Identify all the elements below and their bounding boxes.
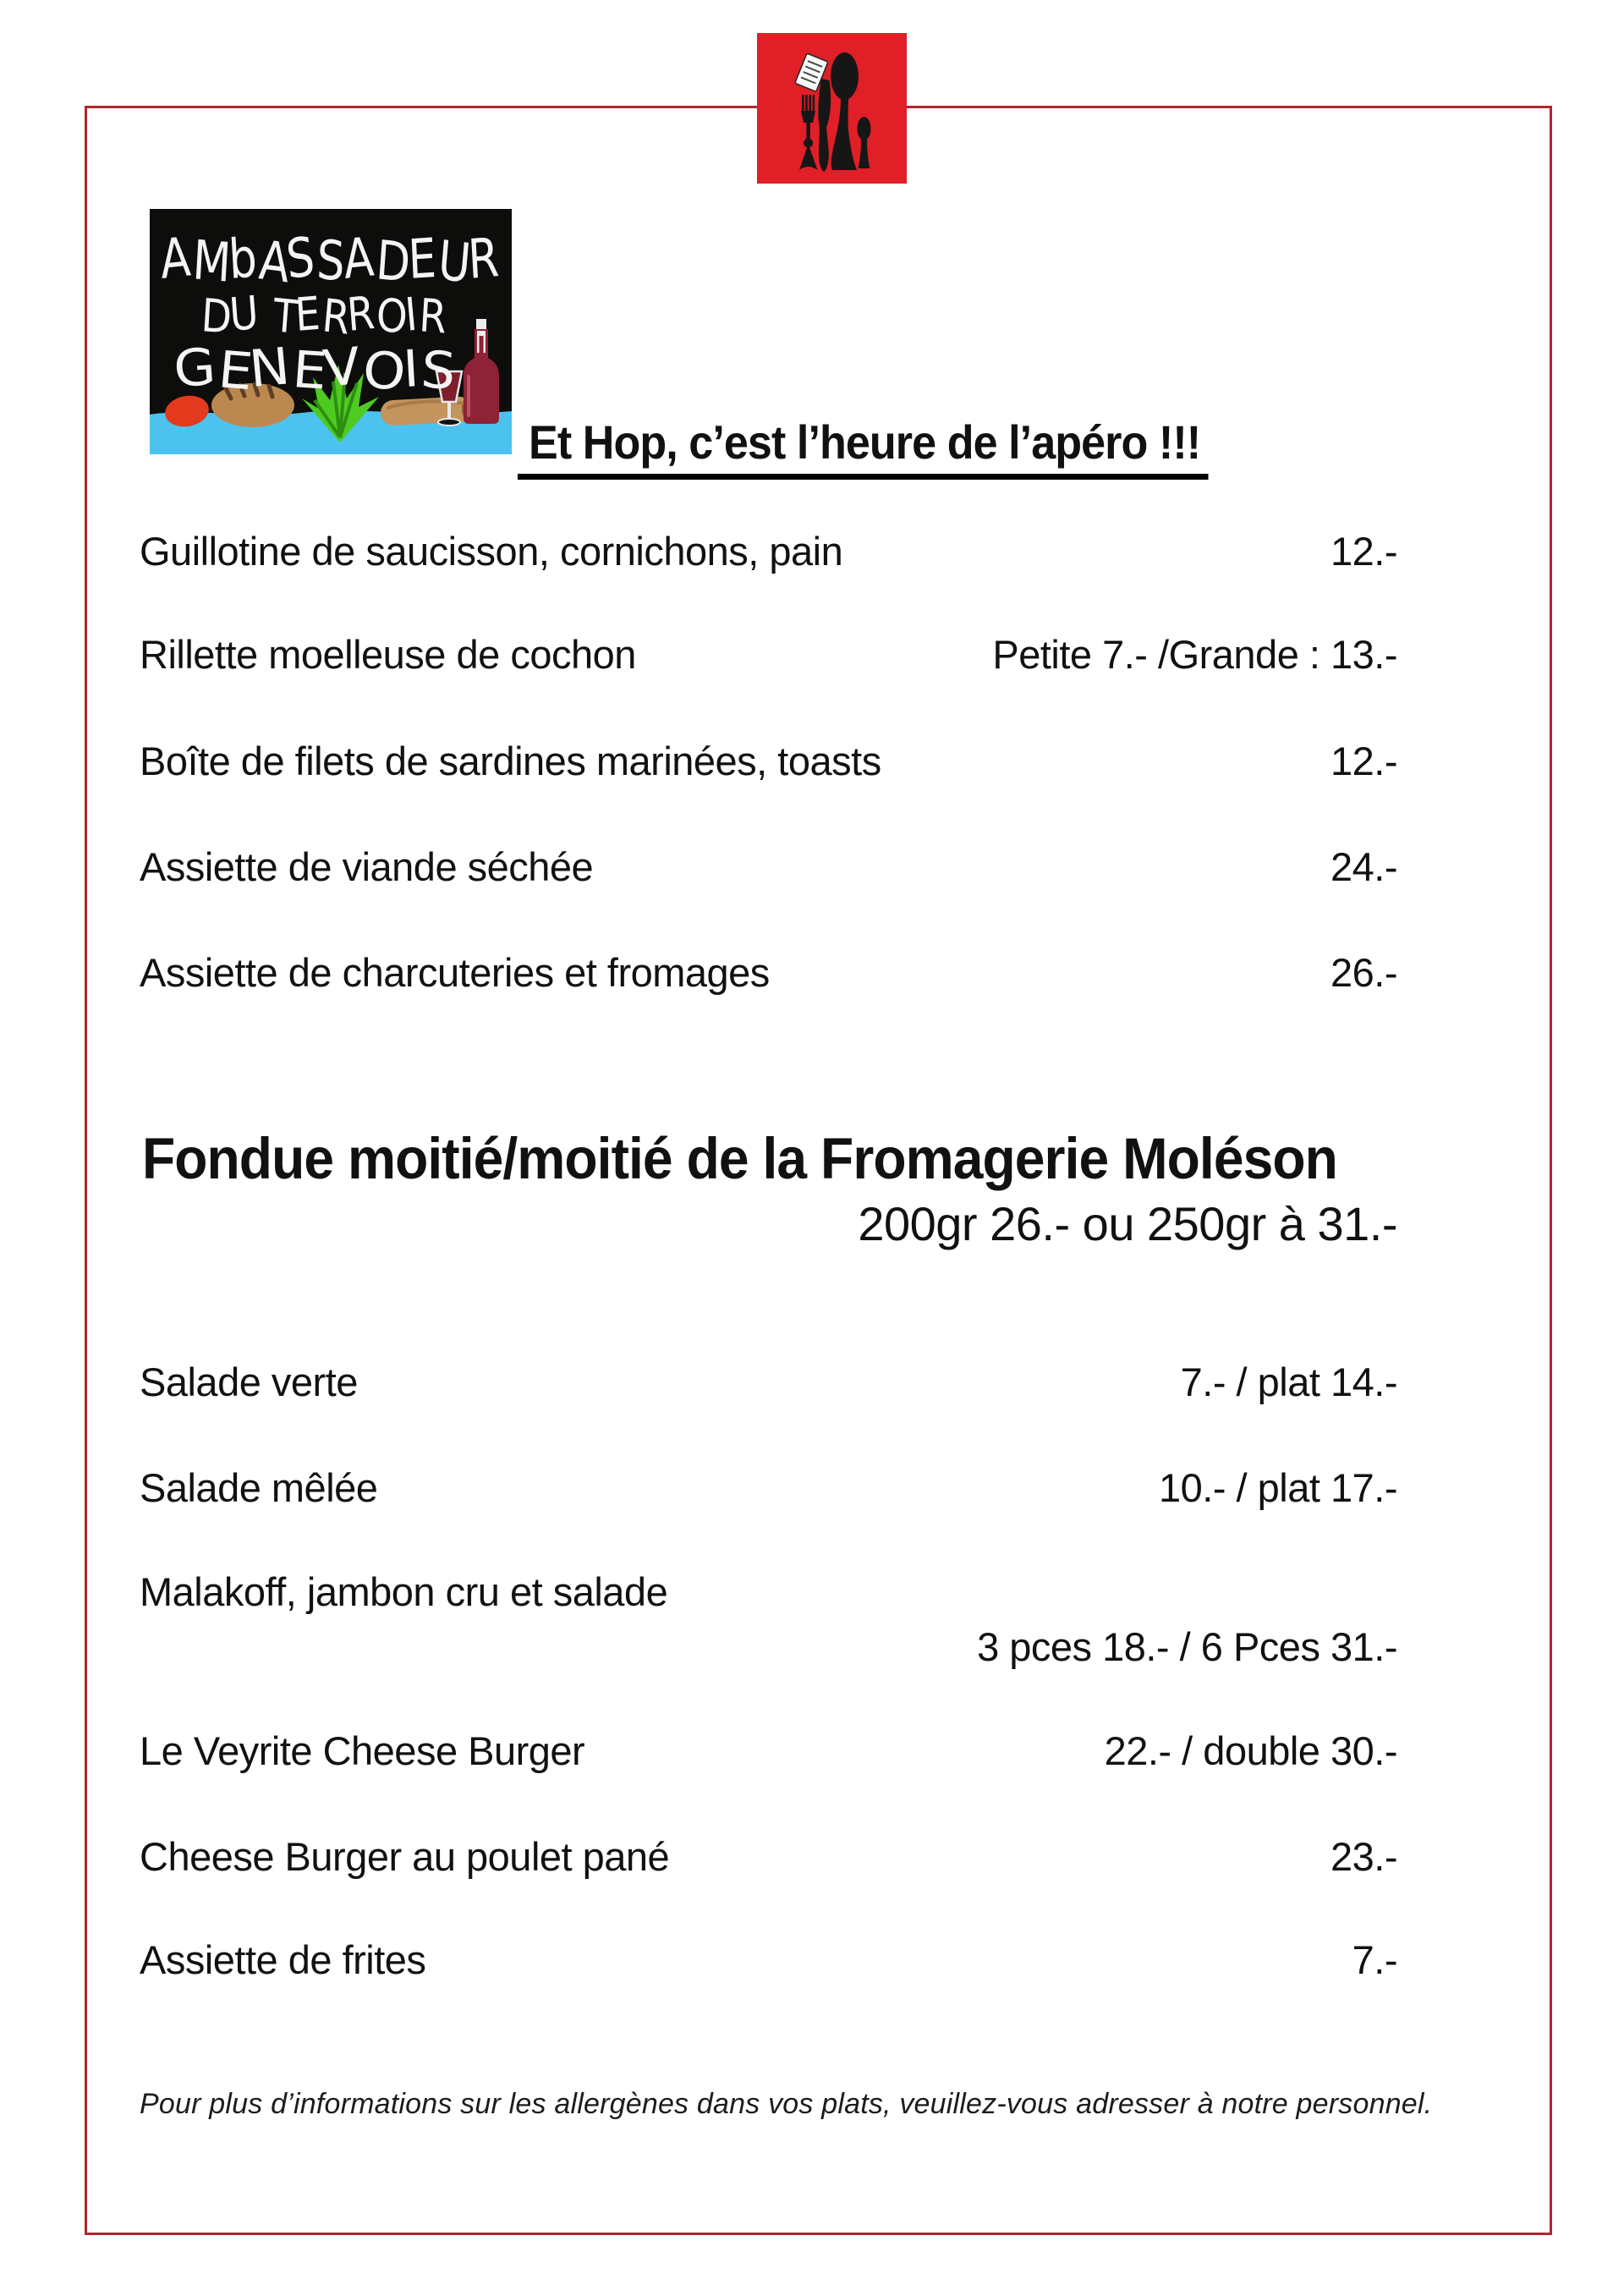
terroir-genevois-logo	[145, 206, 516, 459]
spoon-icon	[831, 52, 859, 170]
menu-row	[140, 949, 1397, 997]
logo-line1: AMbASSADEUR	[156, 226, 508, 296]
item-label: Le Veyrite Cheese Burger	[140, 1728, 585, 1773]
item-label: Assiette de frites	[140, 1937, 426, 1982]
fondue-section-subtitle: 200gr 26.- ou 250gr à 31.-	[858, 1197, 1397, 1250]
menu-row	[140, 1568, 1397, 1616]
menu-row	[140, 1359, 1397, 1406]
item-price: 26.-	[1330, 950, 1397, 995]
item-price: Petite 7.- /Grande : 13.-	[992, 632, 1397, 677]
menu-row	[140, 1727, 1397, 1775]
menu-row	[140, 843, 1397, 891]
item-price: 3 pces 18.- / 6 Pces 31.-	[977, 1624, 1397, 1669]
item-price: 24.-	[1330, 844, 1397, 889]
small-spoon-icon	[858, 117, 871, 168]
item-price: 23.-	[1330, 1834, 1397, 1879]
logo-line2: DU TERROIR	[200, 285, 453, 345]
fondue-section-title: Fondue moitié/moitié de la Fromagerie Moléson	[142, 1126, 1337, 1191]
item-label: Assiette de viande séchée	[140, 844, 594, 889]
knife-icon	[818, 79, 831, 172]
menu-row	[140, 1833, 1397, 1881]
allergen-note: Pour plus d’informations sur les allergènes dans vos plats, veuillez-vous adresser à notre personnel.	[140, 2088, 1433, 2120]
menu-row	[140, 1464, 1397, 1512]
item-label: Salade mêlée	[140, 1465, 378, 1510]
item-price: 7.-	[1352, 1937, 1397, 1982]
item-price: 10.- / plat 17.-	[1159, 1465, 1397, 1510]
item-label: Rillette moelleuse de cochon	[140, 632, 636, 677]
fork-icon	[799, 95, 818, 170]
item-label: Guillotine de saucisson, cornichons, pain	[140, 529, 843, 574]
item-label: Assiette de charcuteries et fromages	[140, 950, 770, 995]
cutlery-icon	[757, 33, 907, 184]
item-price: 22.- / double 30.-	[1104, 1728, 1397, 1773]
item-label: Boîte de filets de sardines marinées, toasts	[140, 739, 881, 783]
item-price: 7.- / plat 14.-	[1180, 1359, 1397, 1404]
item-price: 12.-	[1330, 739, 1397, 783]
menu-row	[140, 528, 1397, 575]
menu-row	[140, 1936, 1397, 1984]
logo-line3: GENEVOIS	[172, 337, 456, 404]
item-label: Salade verte	[140, 1359, 358, 1404]
item-label: Malakoff, jambon cru et salade	[140, 1569, 668, 1614]
page-title: Et Hop, c’est l’heure de l’apéro !!!	[518, 415, 1208, 480]
menu-row	[140, 738, 1397, 785]
item-label: Cheese Burger au poulet pané	[140, 1834, 670, 1879]
restaurant-cutlery-badge	[757, 33, 907, 184]
menu-row	[140, 631, 1397, 678]
item-price: 12.-	[1330, 529, 1397, 574]
